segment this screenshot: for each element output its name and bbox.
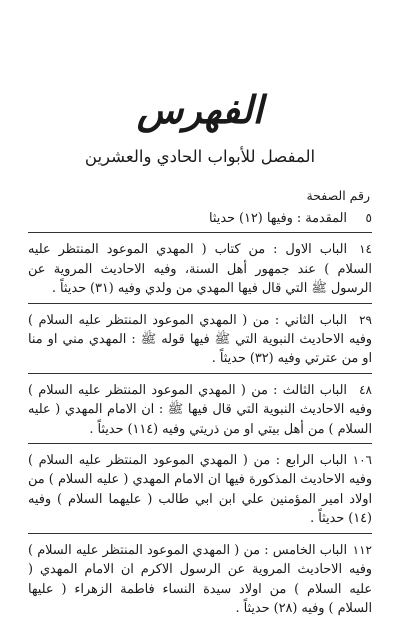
toc-page-number: ٥ <box>365 211 372 225</box>
page-title: الفهرس <box>136 87 264 132</box>
toc-entry-text: الباب الخامس : من ( المهدي الموعود المنتظر عليه السلام ) وفيه الاحاديث المروية عن الرسول الاكرم ان الامام المهدي ( عليه السلام ) من اولاد سيدة النساء فاطمة الزهراء ( عليها السلام ) وفيه (٢٨) حديثاً . <box>28 542 372 616</box>
toc-entry-text: الباب الثالث : من ( المهدي الموعود المنتظر عليه السلام ) وفيه الاحاديث النبوية التي قال فيها ﷺ : ان الامام المهدي ( عليه السلام ) من أهل بيتي او من ذريتي وفيه (١١٤) حديثاً . <box>28 382 372 437</box>
toc-entry <box>28 209 372 228</box>
toc-page-number: ١٠٦ <box>352 453 372 468</box>
toc-entry <box>28 451 372 529</box>
divider <box>28 373 372 376</box>
toc-page-number: ٢٩ <box>359 312 372 327</box>
toc-entry <box>28 240 372 298</box>
toc-entry <box>28 541 372 618</box>
toc-entry <box>28 311 372 369</box>
divider <box>28 232 372 235</box>
page-number-column-header: رقم الصفحة <box>306 188 370 203</box>
toc-page-number: ١٤ <box>359 242 372 257</box>
toc-entry-text: الباب الاول : من كتاب ( المهدي الموعود المنتظر عليه السلام ) عند جمهور أهل السنة، وفيه الاحاديث المروية عن الرسول ﷺ التي قال فيها المهدي من ولدي وفيه (٣١) حديثاً . <box>28 242 372 297</box>
divider <box>28 533 372 536</box>
toc-page-number: ٤٨ <box>359 382 372 397</box>
toc-entry-text: الباب الثاني : من ( المهدي الموعود المنتظر عليه السلام ) وفيه الاحاديث النبوية التي ﷺ فيها قوله ﷺ : المهدي مني او منا او من عترتي وفيه (٣٢) حديثاً . <box>28 312 372 367</box>
divider <box>28 443 372 446</box>
toc-entry <box>28 381 372 439</box>
divider <box>28 303 372 306</box>
toc-entry-text: المقدمة : وفيها (١٢) حديثا <box>209 211 347 226</box>
table-of-contents <box>28 209 372 618</box>
page-subtitle: المفصل للأبواب الحادي والعشرين <box>84 147 316 166</box>
toc-page-number: ١١٢ <box>352 542 372 557</box>
toc-entry-text: الباب الرابع : من ( المهدي الموعود المنتظر عليه السلام ) وفيه الاحاديث المذكورة فيها ان الامام المهدي ( عليه السلام ) من اولاد امير المؤمنين علي ابن ابي طالب ( عليهما السلام ) وفيه (١٤) حديثاً . <box>28 453 372 527</box>
